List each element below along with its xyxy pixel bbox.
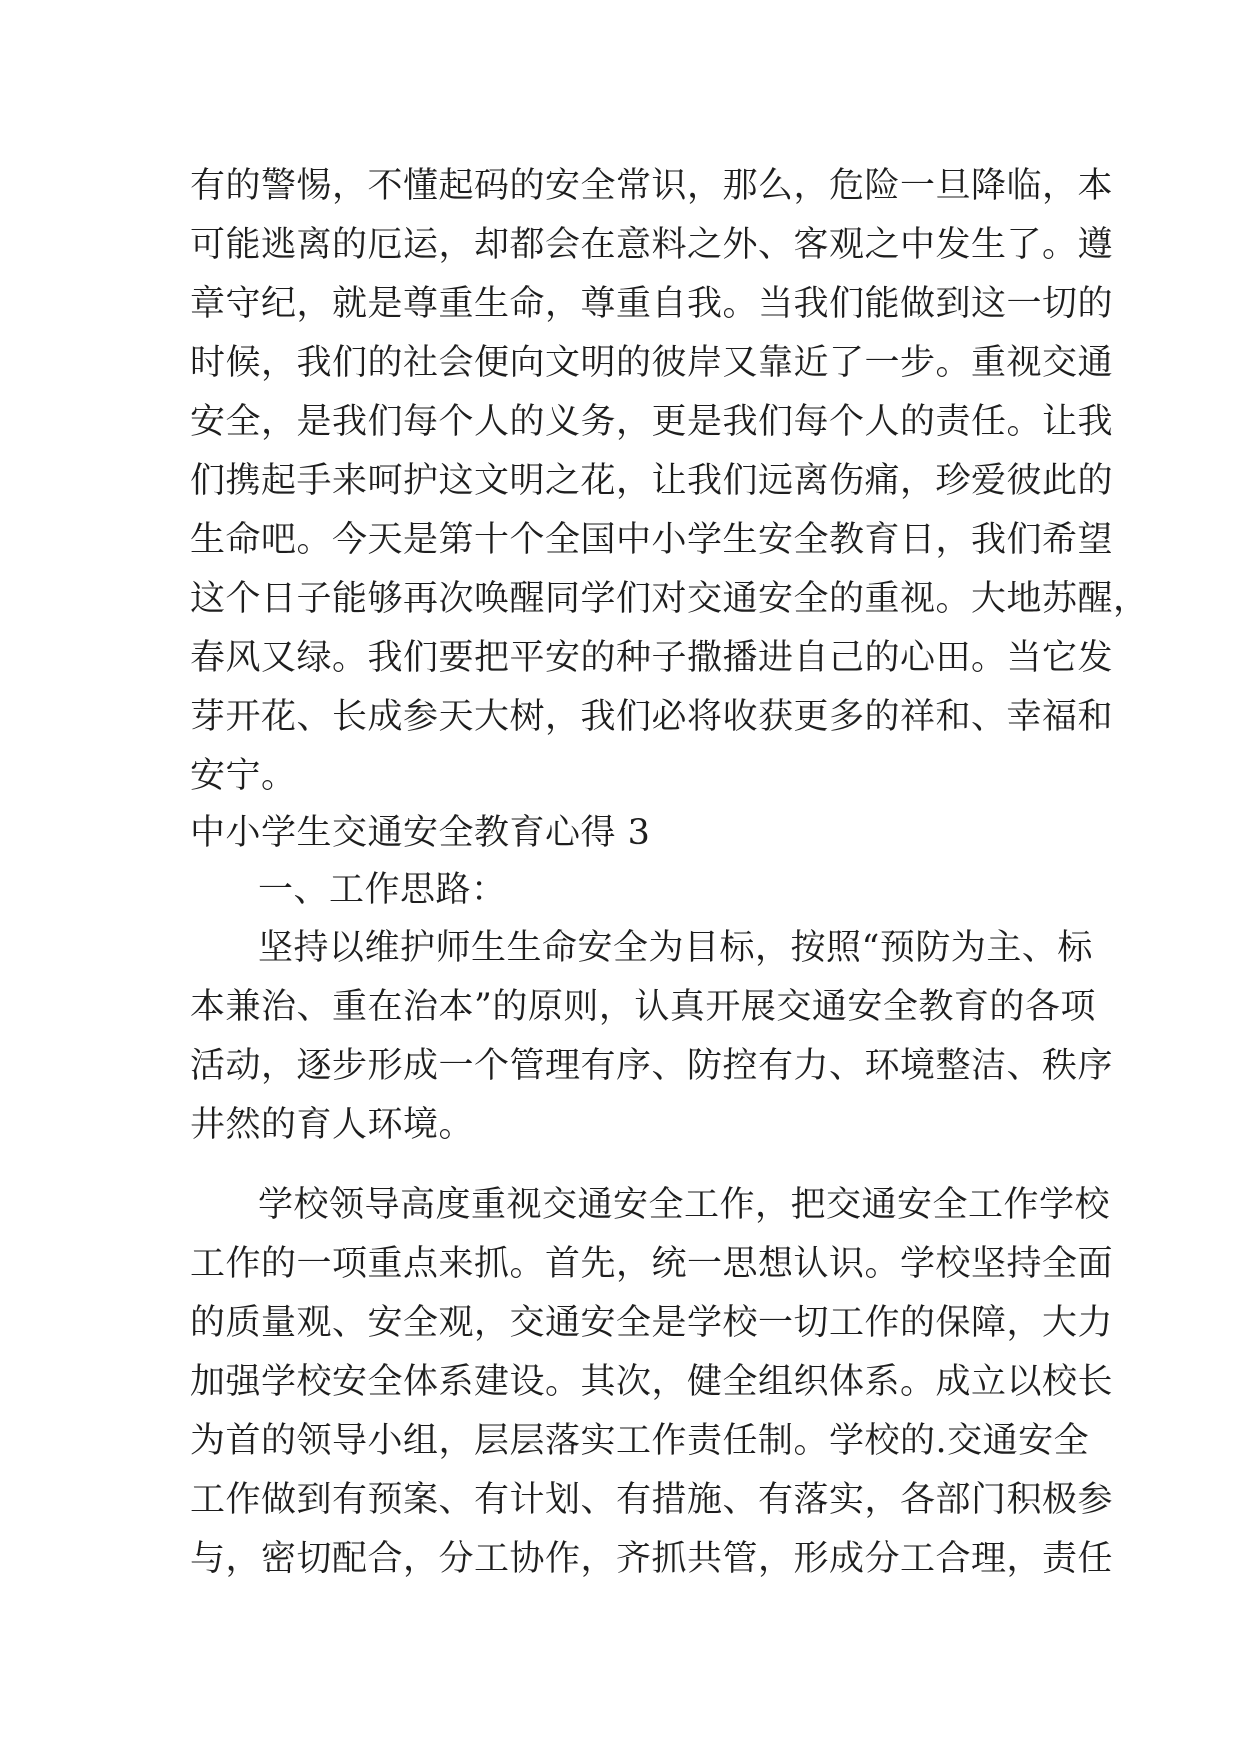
text-line: 活动，逐步形成一个管理有序、防控有力、环境整洁、秩序	[190, 1046, 1114, 1086]
text-line: 为首的领导小组，层层落实工作责任制。学校的.交通安全	[190, 1421, 1090, 1461]
text-line: 坚持以维护师生生命安全为目标，按照“预防为主、标	[258, 928, 1093, 968]
text-line: 安全，是我们每个人的义务，更是我们每个人的责任。让我	[190, 402, 1114, 442]
text-line: 可能逃离的厄运，却都会在意料之外、客观之中发生了。遵	[190, 225, 1114, 265]
text-line: 这个日子能够再次唤醒同学们对交通安全的重视。大地苏醒，	[190, 579, 1149, 619]
text-line: 工作的一项重点来抓。首先，统一思想认识。学校坚持全面	[190, 1244, 1114, 1284]
text-line: 有的警惕，不懂起码的安全常识，那么，危险一旦降临，本	[190, 166, 1114, 206]
text-line: 时候，我们的社会便向文明的彼岸又靠近了一步。重视交通	[190, 343, 1114, 383]
section-heading: 中小学生交通安全教育心得 3	[190, 813, 651, 853]
text-line: 安宁。	[190, 756, 297, 796]
text-line: 生命吧。今天是第十个全国中小学生安全教育日，我们希望	[190, 520, 1114, 560]
text-line: 井然的育人环境。	[190, 1105, 475, 1145]
text-line: 本兼治、重在治本”的原则，认真开展交通安全教育的各项	[190, 987, 1096, 1027]
text-line: 工作做到有预案、有计划、有措施、有落实，各部门积极参	[190, 1480, 1114, 1520]
text-line: 的质量观、安全观，交通安全是学校一切工作的保障，大力	[190, 1303, 1114, 1343]
text-line: 加强学校安全体系建设。其次，健全组织体系。成立以校长	[190, 1362, 1114, 1402]
text-line: 芽开花、长成参天大树，我们必将收获更多的祥和、幸福和	[190, 697, 1114, 737]
text-line: 与，密切配合，分工协作，齐抓共管，形成分工合理，责任	[190, 1539, 1114, 1579]
text-line: 们携起手来呵护这文明之花，让我们远离伤痛，珍爱彼此的	[190, 461, 1114, 501]
section-label: 一、工作思路：	[258, 870, 507, 910]
text-line: 章守纪，就是尊重生命，尊重自我。当我们能做到这一切的	[190, 284, 1114, 324]
text-line: 春风又绿。我们要把平安的种子撒播进自己的心田。当它发	[190, 638, 1114, 678]
text-line: 学校领导高度重视交通安全工作，把交通安全工作学校	[258, 1185, 1111, 1225]
